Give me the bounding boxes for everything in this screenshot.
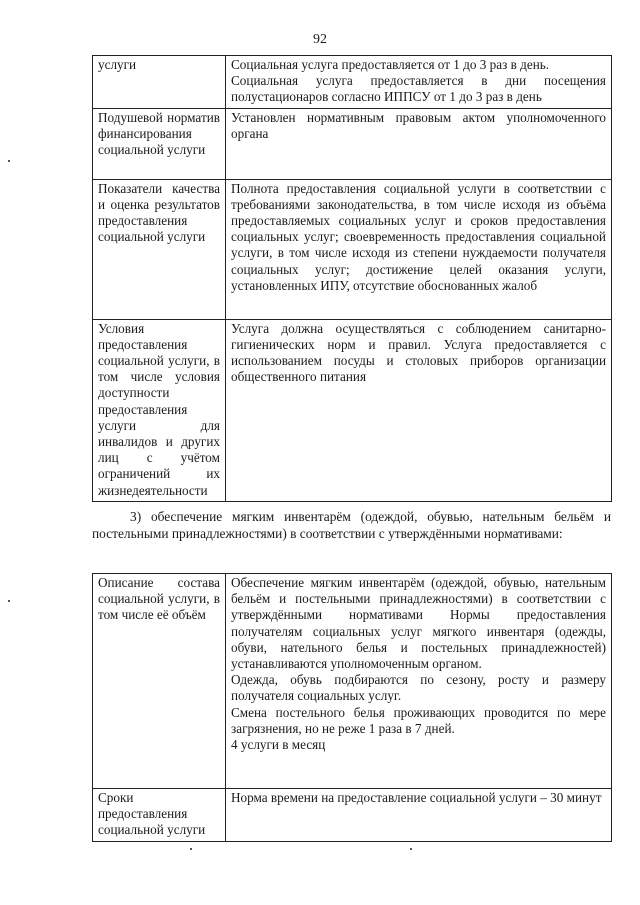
row-label: Подушевой норматив финансирования социальной услуги [93,108,226,179]
paragraph-text: 3) обеспечение мягким инвентарём (одеждой, обувью, нательным бельём и постельными принадлежностями) в соответствии с утверждёнными нормативами: [92,509,611,541]
service-table-1 [92,55,612,502]
row-value [226,108,612,179]
table-row [93,108,612,179]
row-value [226,789,612,842]
value-line: Одежда, обувь подбираются по сезону, росту и размеру получателя социальных услуг. [231,672,606,704]
row-value [226,574,612,789]
value-line: Смена постельного белья проживающих проводится по мере загрязнения, но не реже 1 раза в 7 дней. [231,704,606,736]
row-label: услуги [93,56,226,109]
row-value [226,56,612,109]
section-paragraph [92,508,611,542]
row-value [226,319,612,501]
table-row [93,319,612,501]
table-row [93,574,612,789]
page-number: 92 [313,32,327,47]
row-label: Условия предоставления социальной услуги, в том числе условия доступности предоставления услуги для инвалидов и других лиц с учётом ограничений их жизнедеятельности [93,319,226,501]
service-table-2 [92,573,612,842]
value-line: Социальная услуга предоставляется от 1 до 3 раз в день. [231,57,550,72]
table-row [93,789,612,842]
value-line: Полнота предоставления социальной услуги в соответствии с требованиями законодательства, в том числе исходя из объёма предоставляемых социальных услуг и сроков предоставления социальных услуг; своевременность предоставления социальной услуги, в том числе исходя из степени нуждаемости получателя социальных услуг; достижение целей оказания услуги, установленных ИПУ, отсутствие обоснованных жалоб [231,180,606,293]
table-row [93,179,612,319]
scan-mark [190,848,192,850]
row-label: Сроки предоставления социальной услуги [93,789,226,842]
value-line: Установлен нормативным правовым актом уполномоченного органа [231,109,606,141]
table-row [93,56,612,109]
value-line: Обеспечение мягким инвентарём (одеждой, обувью, нательным бельём и постельными принадлежностями) в соответствии с утверждёнными нормативами Нормы предоставления получателям социальных услуг мягкого инвентаря (одежды, обуви, нательного белья и постельных принадлежностей) устанавливаются уполномоченным органом. [231,575,606,672]
row-label: Показатели качества и оценка результатов предоставления социальной услуги [93,179,226,319]
scan-mark [8,600,10,602]
scan-mark [8,160,10,162]
value-line: 4 услуги в месяц [231,737,326,753]
scan-mark [410,848,412,850]
value-line: Услуга должна осуществляться с соблюдением санитарно-гигиенических норм и правил. Услуга предоставляется с использованием посуды и столовых приборов организации общественного питания [231,320,606,385]
row-label: Описание состава социальной услуги, в том числе её объём [93,574,226,789]
value-line: Социальная услуга предоставляется в дни посещения полустационаров согласно ИППСУ от 1 до 3 раз в день [231,73,606,105]
row-value [226,179,612,319]
value-line: Норма времени на предоставление социальной услуги – 30 минут [231,790,602,805]
